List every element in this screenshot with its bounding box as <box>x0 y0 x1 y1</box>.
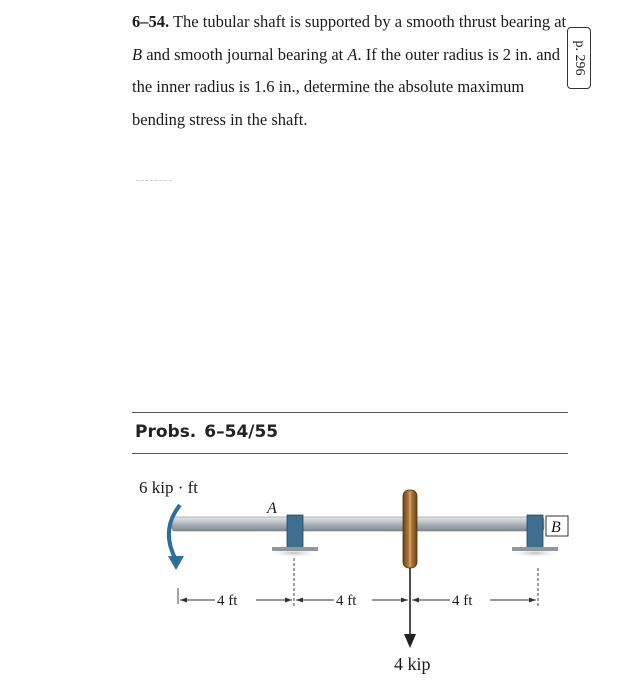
point-b-ref: B <box>132 44 143 64</box>
moment-label: 6 kip · ft <box>139 478 199 497</box>
pulley <box>403 490 417 568</box>
support-b-label: B <box>551 519 561 536</box>
applied-moment-arrow <box>168 505 184 570</box>
problem-text-3: . If the outer radius is 2 in. and the inner radius is 1.6 in., determine the absolute maximum bending stress in the shaft. <box>132 44 561 129</box>
tubular-shaft <box>172 517 544 531</box>
problem-text-2: and smooth journal bearing at <box>142 44 348 64</box>
load-label: 4 kip <box>394 654 431 674</box>
problem-number: 6–54. <box>132 12 170 31</box>
page-reference-label: p. 296 <box>572 40 587 76</box>
point-a-ref: A <box>347 44 358 64</box>
dimension-label-1: 4 ft <box>217 593 238 609</box>
dimension-label-2: 4 ft <box>336 593 357 609</box>
load-arrow <box>404 568 416 648</box>
caption-prefix: Probs. <box>135 422 197 442</box>
support-a-label: A <box>267 500 277 517</box>
dimension-label-3: 4 ft <box>452 593 473 609</box>
problem-text-1: The tubular shaft is supported by a smooth thrust bearing at <box>169 12 567 31</box>
caption-number: 6–54/55 <box>204 422 279 442</box>
